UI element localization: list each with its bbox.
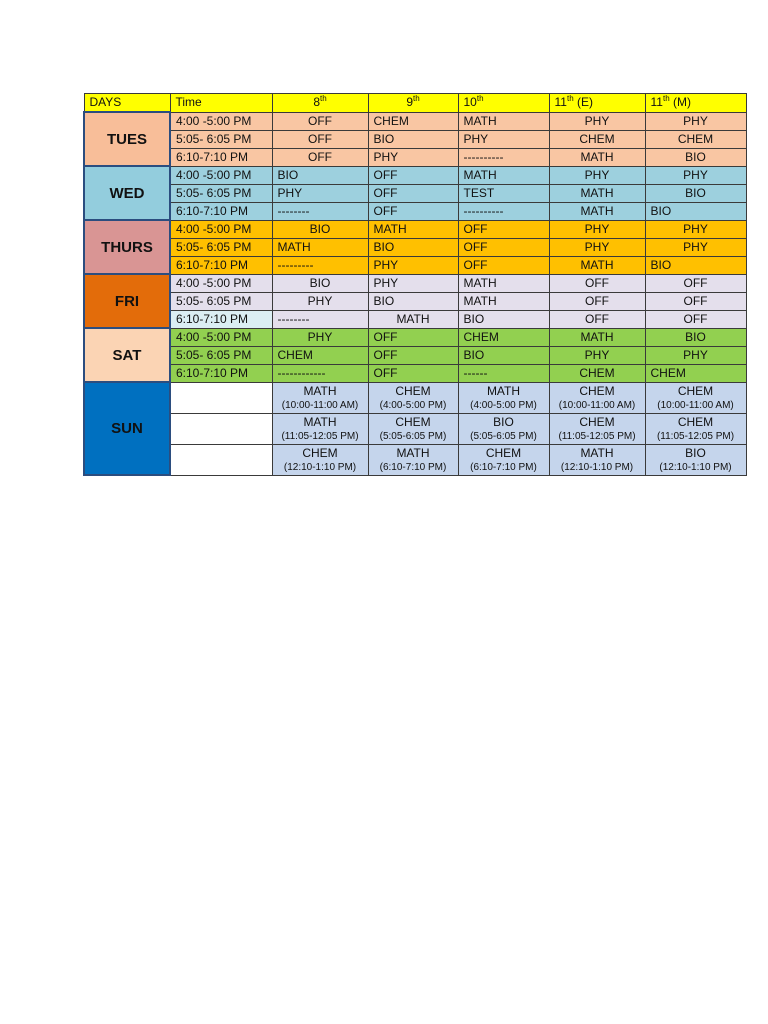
subject-cell: BIO — [645, 328, 746, 346]
subject-cell: MATH — [549, 202, 645, 220]
subject-cell: PHY — [368, 148, 458, 166]
schedule-row — [84, 202, 746, 220]
header-class-9: 9th — [368, 94, 458, 113]
subject-time: (6:10-7:10 PM) — [470, 461, 537, 473]
subject-time: (11:05-12:05 PM) — [656, 430, 735, 442]
day-label-tues — [84, 112, 170, 166]
subject-cell: OFF — [272, 130, 368, 148]
sunday-subject-cell — [458, 413, 549, 444]
sunday-subject-cell — [368, 382, 458, 413]
subject-cell: BIO — [272, 166, 368, 184]
subject-name: CHEM — [395, 414, 431, 429]
subject-cell: OFF — [549, 292, 645, 310]
sunday-subject-cell — [645, 382, 746, 413]
time-slot: 5:05- 6:05 PM — [170, 292, 272, 310]
subject-name: CHEM — [302, 445, 338, 460]
subject-cell: OFF — [645, 274, 746, 292]
schedule-row — [84, 364, 746, 382]
sunday-subject-cell — [272, 444, 368, 475]
subject-time: (12:10-1:10 PM) — [283, 461, 357, 473]
subject-name: MATH — [396, 445, 430, 460]
subject-time: (5:05-6:05 PM) — [379, 430, 447, 442]
subject-cell: PHY — [272, 328, 368, 346]
time-slot-blank — [170, 444, 272, 475]
subject-cell: PHY — [549, 166, 645, 184]
subject-cell: PHY — [645, 166, 746, 184]
subject-name: MATH — [486, 383, 521, 398]
header-row — [84, 94, 746, 113]
day-label-sun — [84, 382, 170, 475]
subject-cell: MATH — [458, 112, 549, 130]
subject-cell: OFF — [272, 112, 368, 130]
subject-cell: PHY — [549, 346, 645, 364]
time-slot-blank — [170, 382, 272, 413]
subject-cell: BIO — [368, 238, 458, 256]
subject-time: (6:10-7:10 PM) — [379, 461, 447, 473]
schedule-body — [84, 94, 746, 476]
subject-name: CHEM — [579, 414, 615, 429]
subject-cell: BIO — [368, 292, 458, 310]
subject-cell: PHY — [368, 256, 458, 274]
day-name: WED — [109, 184, 145, 202]
subject-time: (4:00-5:00 PM) — [470, 399, 537, 411]
subject-cell: MATH — [549, 148, 645, 166]
subject-cell: MATH — [549, 256, 645, 274]
subject-time: (4:00-5:00 PM) — [379, 399, 447, 411]
subject-cell: OFF — [368, 184, 458, 202]
time-slot: 5:05- 6:05 PM — [170, 346, 272, 364]
time-slot: 6:10-7:10 PM — [170, 364, 272, 382]
subject-cell: OFF — [368, 202, 458, 220]
schedule-row — [84, 346, 746, 364]
subject-cell: MATH — [458, 292, 549, 310]
subject-time: (11:05-12:05 PM) — [558, 430, 636, 442]
subject-name: CHEM — [677, 414, 714, 429]
subject-name: CHEM — [395, 383, 431, 398]
header-class-11m: 11th (M) — [645, 94, 746, 113]
subject-cell: MATH — [368, 310, 458, 328]
sunday-subject-cell — [458, 444, 549, 475]
sunday-subject-cell — [645, 444, 746, 475]
subject-cell: BIO — [458, 310, 549, 328]
subject-cell: OFF — [458, 256, 549, 274]
subject-name: BIO — [685, 445, 706, 460]
schedule-row — [84, 184, 746, 202]
subject-time: (5:05-6:05 PM) — [470, 430, 537, 442]
subject-cell: OFF — [272, 148, 368, 166]
subject-name: MATH — [303, 383, 337, 398]
subject-cell: CHEM — [549, 364, 645, 382]
subject-cell: OFF — [549, 310, 645, 328]
time-slot: 5:05- 6:05 PM — [170, 184, 272, 202]
day-name: SAT — [112, 346, 142, 364]
subject-cell: PHY — [549, 238, 645, 256]
sunday-subject-cell — [549, 444, 645, 475]
subject-cell: OFF — [368, 364, 458, 382]
subject-cell: OFF — [549, 274, 645, 292]
schedule-table — [83, 93, 747, 476]
time-slot: 4:00 -5:00 PM — [170, 220, 272, 238]
subject-cell: OFF — [368, 166, 458, 184]
subject-cell: OFF — [368, 328, 458, 346]
subject-cell: BIO — [645, 184, 746, 202]
subject-time: (10:00-11:00 AM) — [281, 399, 359, 411]
subject-name: MATH — [580, 445, 614, 460]
sunday-subject-cell — [368, 413, 458, 444]
subject-cell: PHY — [368, 274, 458, 292]
subject-time: (12:10-1:10 PM) — [659, 461, 732, 473]
day-name: FRI — [114, 292, 140, 310]
day-name: SUN — [111, 419, 143, 437]
subject-cell: BIO — [458, 346, 549, 364]
time-slot: 4:00 -5:00 PM — [170, 274, 272, 292]
day-name: TUES — [106, 130, 147, 148]
subject-cell: PHY — [645, 346, 746, 364]
subject-cell: MATH — [549, 184, 645, 202]
subject-cell: BIO — [368, 130, 458, 148]
schedule-row — [84, 328, 746, 346]
subject-cell: PHY — [549, 220, 645, 238]
subject-cell: MATH — [458, 166, 549, 184]
subject-cell: OFF — [458, 238, 549, 256]
subject-cell: CHEM — [645, 130, 746, 148]
header-class-10: 10th — [458, 94, 549, 113]
subject-cell: BIO — [645, 202, 746, 220]
time-slot-blank — [170, 413, 272, 444]
day-name: THURS — [101, 238, 153, 256]
schedule-row — [84, 256, 746, 274]
time-slot: 6:10-7:10 PM — [170, 256, 272, 274]
subject-cell: --------- — [272, 256, 368, 274]
schedule-row — [84, 310, 746, 328]
schedule-row — [84, 220, 746, 238]
subject-cell: PHY — [458, 130, 549, 148]
subject-cell: ---------- — [458, 202, 549, 220]
time-slot: 6:10-7:10 PM — [170, 148, 272, 166]
schedule-row — [84, 148, 746, 166]
subject-cell: ------ — [458, 364, 549, 382]
subject-name: CHEM — [677, 383, 714, 398]
subject-time: (10:00-11:00 AM) — [657, 399, 734, 411]
day-label-wed — [84, 166, 170, 220]
subject-cell: CHEM — [368, 112, 458, 130]
subject-cell: CHEM — [549, 130, 645, 148]
subject-cell: BIO — [272, 274, 368, 292]
subject-cell: CHEM — [458, 328, 549, 346]
subject-cell: CHEM — [645, 364, 746, 382]
time-slot: 6:10-7:10 PM — [170, 202, 272, 220]
subject-cell: TEST — [458, 184, 549, 202]
schedule-row — [84, 274, 746, 292]
day-label-sat — [84, 328, 170, 382]
subject-cell: BIO — [645, 256, 746, 274]
schedule-row — [84, 166, 746, 184]
schedule-row-sunday — [84, 382, 746, 413]
subject-time: (11:05-12:05 PM) — [281, 430, 359, 442]
header-time: Time — [170, 94, 272, 113]
subject-name: MATH — [303, 414, 337, 429]
subject-cell: -------- — [272, 202, 368, 220]
subject-name: BIO — [493, 414, 514, 429]
subject-cell: MATH — [458, 274, 549, 292]
time-slot: 4:00 -5:00 PM — [170, 166, 272, 184]
sunday-subject-cell — [549, 413, 645, 444]
sunday-subject-cell — [368, 444, 458, 475]
schedule-row-sunday — [84, 444, 746, 475]
sunday-subject-cell — [458, 382, 549, 413]
subject-cell: PHY — [549, 112, 645, 130]
subject-cell: PHY — [645, 112, 746, 130]
subject-cell: CHEM — [272, 346, 368, 364]
time-slot: 4:00 -5:00 PM — [170, 112, 272, 130]
schedule-row — [84, 112, 746, 130]
subject-time: (12:10-1:10 PM) — [560, 461, 634, 473]
subject-cell: BIO — [272, 220, 368, 238]
sunday-subject-cell — [272, 382, 368, 413]
day-label-thurs — [84, 220, 170, 274]
subject-time: (10:00-11:00 AM) — [558, 399, 636, 411]
sunday-subject-cell — [549, 382, 645, 413]
subject-name: CHEM — [579, 383, 615, 398]
subject-cell: MATH — [368, 220, 458, 238]
header-class-11e: 11th (E) — [549, 94, 645, 113]
subject-cell: OFF — [645, 292, 746, 310]
subject-cell: ---------- — [458, 148, 549, 166]
subject-cell: PHY — [645, 220, 746, 238]
day-label-fri — [84, 274, 170, 328]
subject-cell: -------- — [272, 310, 368, 328]
header-days: DAYS — [84, 94, 170, 113]
time-slot: 5:05- 6:05 PM — [170, 238, 272, 256]
schedule-row — [84, 238, 746, 256]
subject-cell: PHY — [645, 238, 746, 256]
schedule-row — [84, 292, 746, 310]
subject-cell: PHY — [272, 292, 368, 310]
subject-cell: OFF — [368, 346, 458, 364]
header-class-8: 8th — [272, 94, 368, 113]
subject-cell: ------------ — [272, 364, 368, 382]
sunday-subject-cell — [645, 413, 746, 444]
time-slot: 6:10-7:10 PM — [170, 310, 272, 328]
subject-name: CHEM — [485, 445, 522, 460]
subject-cell: OFF — [645, 310, 746, 328]
time-slot: 5:05- 6:05 PM — [170, 130, 272, 148]
subject-cell: OFF — [458, 220, 549, 238]
subject-cell: MATH — [549, 328, 645, 346]
subject-cell: MATH — [272, 238, 368, 256]
subject-cell: BIO — [645, 148, 746, 166]
sunday-subject-cell — [272, 413, 368, 444]
subject-cell: PHY — [272, 184, 368, 202]
schedule-row-sunday — [84, 413, 746, 444]
schedule-row — [84, 130, 746, 148]
time-slot: 4:00 -5:00 PM — [170, 328, 272, 346]
